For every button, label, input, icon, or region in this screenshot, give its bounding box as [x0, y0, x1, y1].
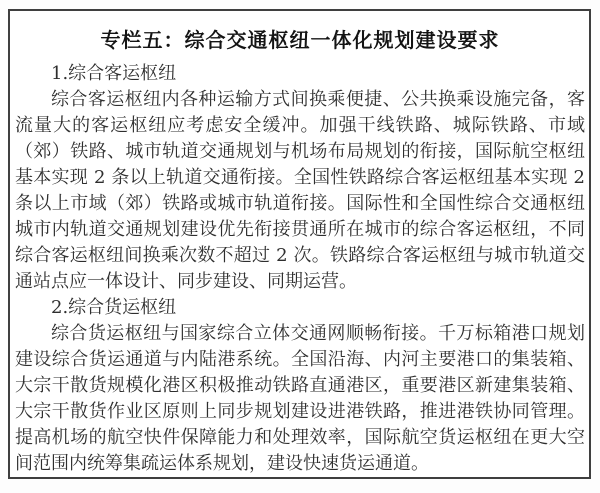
paragraph-line: 条以上市域（郊）铁路或城市轨道衔接。国际性和全国性综合交通枢纽 — [15, 193, 585, 214]
paragraph-line: 基本实现 2 条以上轨道交通衔接。全国性铁路综合客运枢纽基本实现 2 — [15, 167, 585, 188]
section-heading: 1.综合客运枢纽 — [51, 63, 177, 84]
paragraph-line: 综合客运枢纽内各种运输方式间换乘便捷、公共换乘设施完备，客 — [51, 89, 585, 110]
section-heading: 2.综合货运枢纽 — [51, 297, 177, 318]
paragraph-line: 大宗干散货作业区原则上同步规划建设进港铁路，推进港铁协同管理。 — [15, 401, 585, 422]
paragraph-line: 城市内轨道交通规划建设优先衔接贯通所在城市的综合客运枢纽，不同 — [15, 219, 585, 240]
box-title: 专栏五：综合交通枢纽一体化规划建设要求 — [100, 28, 500, 52]
paragraph-line: 综合货运枢纽与国家综合立体交通网顺畅衔接。千万标箱港口规划 — [51, 323, 585, 344]
paragraph-line: 综合客运枢纽间换乘次数不超过 2 次。铁路综合客运枢纽与城市轨道交 — [15, 245, 585, 266]
paragraph-line: （郊）铁路、城市轨道交通规划与机场布局规划的衔接，国际航空枢纽 — [15, 141, 585, 162]
sections — [15, 61, 585, 477]
paragraph-line: 间范围内统筹集疏运体系规划，建设快速货运通道。 — [15, 453, 429, 474]
paragraph-line: 通站点应一体设计、同步建设、同期运营。 — [15, 271, 357, 292]
column-box — [8, 9, 591, 479]
paragraph-line: 建设综合货运通道与内陆港系统。全国沿海、内河主要港口的集装箱、 — [15, 349, 585, 370]
paragraph-line: 提高机场的航空快件保障能力和处理效率，国际航空货运枢纽在更大空 — [15, 427, 585, 448]
paragraph-line: 大宗干散货规模化港区积极推动铁路直通港区，重要港区新建集装箱、 — [15, 375, 585, 396]
paragraph-line: 流量大的客运枢纽应考虑安全缓冲。加强干线铁路、城际铁路、市域 — [15, 115, 585, 136]
